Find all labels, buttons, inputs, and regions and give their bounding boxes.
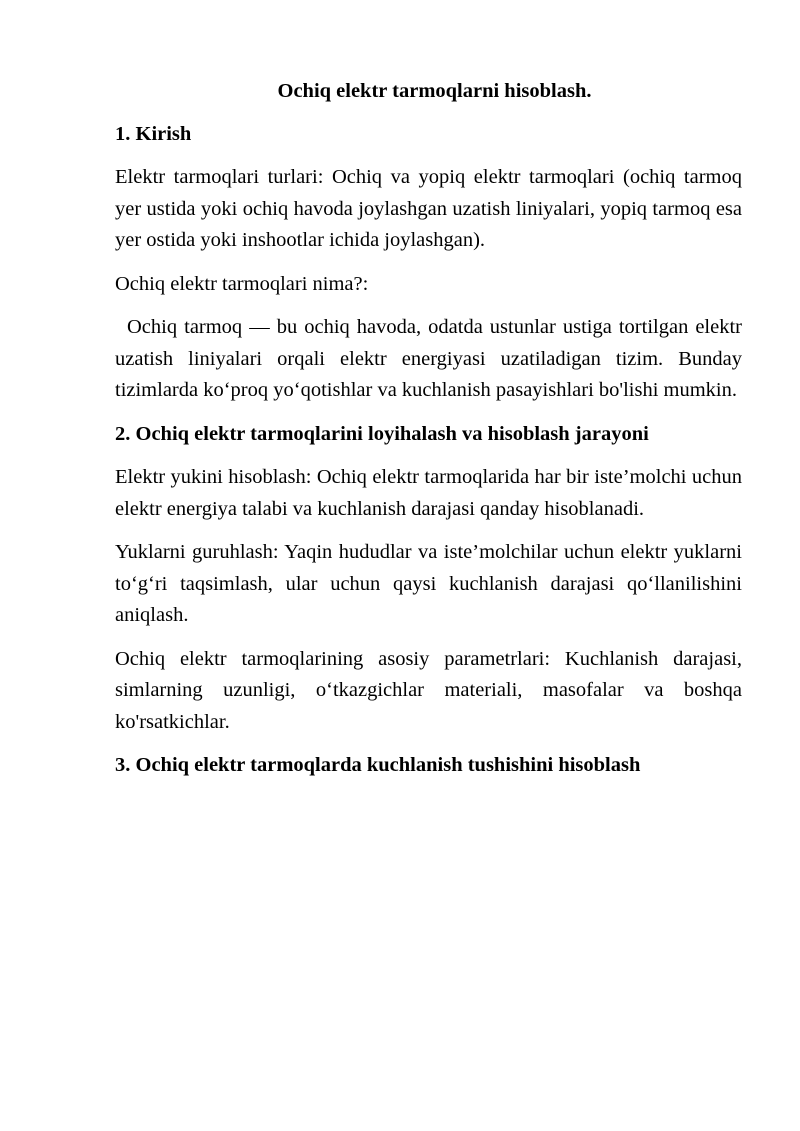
paragraph-question: Ochiq elektr tarmoqlari nima?: [115,272,369,295]
document-title: Ochiq elektr tarmoqlarni hisoblash. [277,80,592,102]
document-page [115,76,742,794]
paragraph-open-network-definition: Ochiq tarmoq — bu ochiq havoda, odatda ustunlar ustiga tortilgan elektr uzatish liniyalari orqali elektr energiyasi uzatiladigan tizim. Bunday tizimlarda ko‘proq yo‘qotishlar va kuchlanish pasayishlari bo'lishi mumkin. [115,316,742,401]
paragraph-load-grouping: Yuklarni guruhlash: Yaqin hududlar va iste’molchilar uchun elektr yuklarni to‘g‘ri taqsimlash, ular uchun qaysi kuchlanish darajasi qo‘llanilishini aniqlash. [115,541,742,626]
paragraph-network-types: Elektr tarmoqlari turlari: Ochiq va yopiq elektr tarmoqlari (ochiq tarmoq yer ustida yoki ochiq havoda joylashgan uzatish liniyalari, yopiq tarmoq esa yer ostida yoki inshootlar ichida joylashgan). [115,166,742,251]
section-heading-design-process: 2. Ochiq elektr tarmoqlarini loyihalash va hisoblash jarayoni [115,422,649,445]
section-heading-voltage-drop: 3. Ochiq elektr tarmoqlarda kuchlanish tushishini hisoblash [115,754,641,776]
paragraph-main-parameters: Ochiq elektr tarmoqlarining asosiy parametrlari: Kuchlanish darajasi, simlarning uzunligi, o‘tkazgichlar materiali, masofalar va boshqa ko'rsatkichlar. [115,647,742,733]
paragraph-load-calculation: Elektr yukini hisoblash: Ochiq elektr tarmoqlarida har bir iste’molchi uchun elektr energiya talabi va kuchlanish darajasi qanday hisoblanadi. [115,466,742,520]
section-heading-introduction: 1. Kirish [115,122,192,145]
